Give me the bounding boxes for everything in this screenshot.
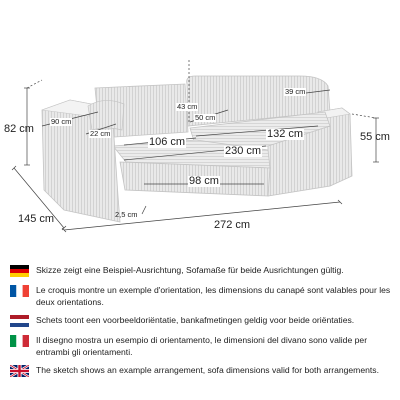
fr-flag-icon (10, 285, 29, 297)
label-chaise-width: 98 cm (189, 175, 219, 187)
note-text-fr: Le croquis montre un exemple d'orientation, les dimensions du canapé sont valables pour les deux orientations. (36, 285, 391, 307)
label-seat-depth: 106 cm (149, 136, 186, 148)
label-armrest-width: 90 cm (51, 117, 72, 126)
note-text-de: Skizze zeigt eine Beispiel-Ausrichtung, Sofamaße für beide Ausrichtungen gültig. (36, 265, 344, 275)
note-text-uk: The sketch shows an example arrangement, sofa dimensions valid for both arrangements. (36, 365, 379, 375)
sofa-body (42, 76, 352, 222)
label-back-height: 43 cm (177, 102, 198, 111)
label-armrest-height: 22 cm (90, 129, 111, 138)
label-seat-length: 230 cm (225, 145, 262, 157)
label-seat-width: 132 cm (267, 128, 304, 140)
label-leg-height: 2,5 cm (115, 210, 138, 219)
note-text-nl: Schets toont een voorbeeldoriëntatie, bankafmetingen geldig voor beide oriëntaties. (36, 315, 355, 325)
label-width-total: 272 cm (214, 219, 251, 231)
label-backrest-depth: 39 cm (285, 87, 306, 96)
uk-flag-icon (10, 365, 29, 377)
it-flag-icon (10, 335, 29, 347)
label-depth-total: 145 cm (18, 213, 55, 225)
nl-flag-icon (10, 315, 29, 327)
label-cushion-depth: 50 cm (195, 113, 216, 122)
note-text-it: Il disegno mostra un esempio di orientamento, le dimensioni del divano sono valide per entrambi gli orientamenti. (36, 335, 368, 357)
label-side-height: 55 cm (360, 131, 390, 143)
de-flag-icon (10, 265, 29, 277)
label-height-total: 82 cm (4, 123, 34, 135)
